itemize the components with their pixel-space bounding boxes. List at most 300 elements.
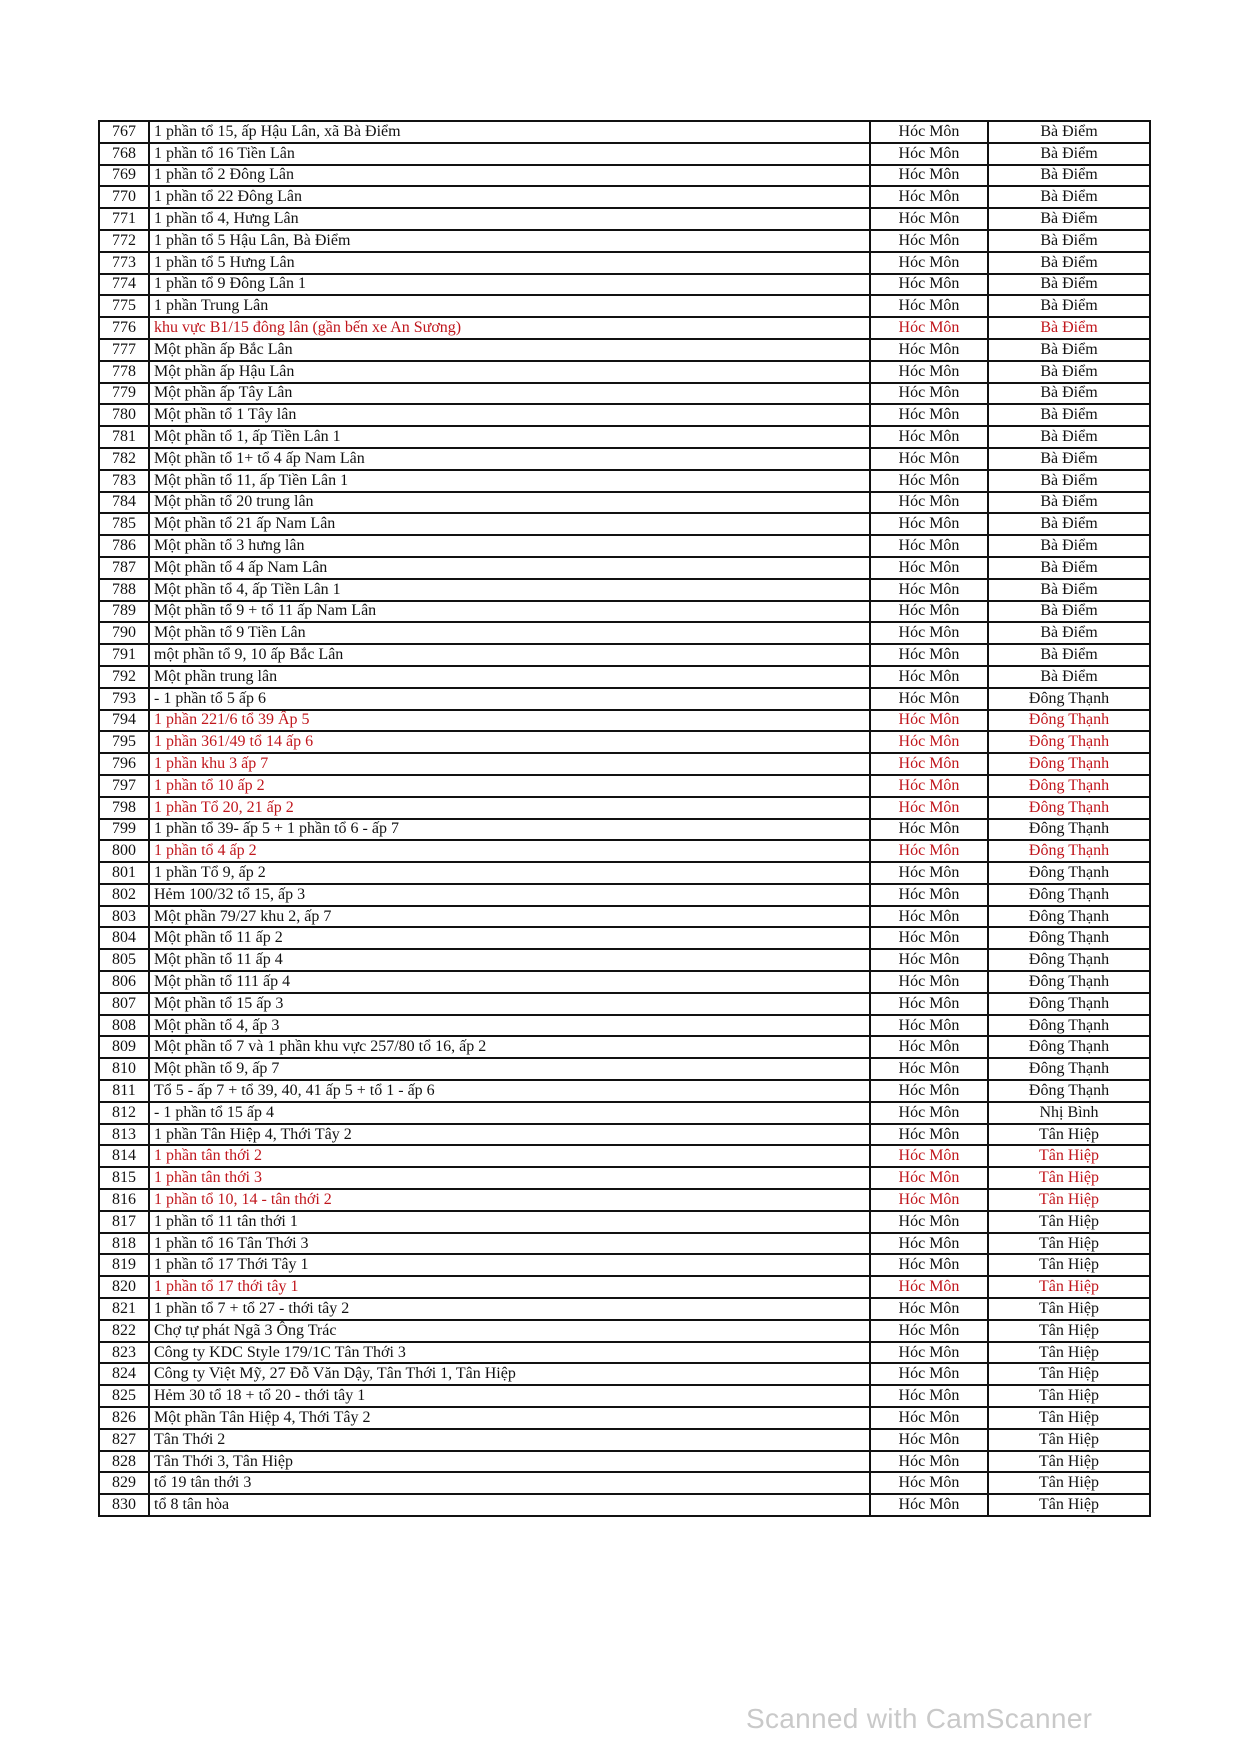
- area-description: Công ty KDC Style 179/1C Tân Thới 3: [149, 1342, 870, 1364]
- row-number: 819: [99, 1254, 149, 1276]
- ward-cell: Bà Điểm: [988, 535, 1150, 557]
- area-description: 1 phần khu 3 ấp 7: [149, 753, 870, 775]
- district-cell: Hóc Môn: [870, 1451, 988, 1473]
- ward-cell: Nhị Bình: [988, 1102, 1150, 1124]
- ward-cell: Đông Thạnh: [988, 927, 1150, 949]
- row-number: 789: [99, 601, 149, 623]
- row-number: 768: [99, 143, 149, 165]
- district-cell: Hóc Môn: [870, 688, 988, 710]
- area-description: 1 phần tổ 16 Tiền Lân: [149, 143, 870, 165]
- table-row: [99, 601, 1150, 623]
- ward-cell: Tân Hiệp: [988, 1472, 1150, 1494]
- ward-cell: Tân Hiệp: [988, 1429, 1150, 1451]
- table-row: [99, 557, 1150, 579]
- area-description: 1 phần tổ 10 ấp 2: [149, 775, 870, 797]
- district-cell: Hóc Môn: [870, 971, 988, 993]
- row-number: 822: [99, 1320, 149, 1342]
- ward-cell: Bà Điểm: [988, 295, 1150, 317]
- row-number: 770: [99, 186, 149, 208]
- row-number: 799: [99, 819, 149, 841]
- district-cell: Hóc Môn: [870, 1015, 988, 1037]
- area-description: Một phần tổ 1 Tây lân: [149, 404, 870, 426]
- district-cell: Hóc Môn: [870, 949, 988, 971]
- table-row: [99, 339, 1150, 361]
- area-description: Một phần ấp Bắc Lân: [149, 339, 870, 361]
- table-row: [99, 1015, 1150, 1037]
- ward-cell: Tân Hiệp: [988, 1342, 1150, 1364]
- district-cell: Hóc Môn: [870, 993, 988, 1015]
- table-row: [99, 1451, 1150, 1473]
- row-number: 800: [99, 840, 149, 862]
- table-row: [99, 775, 1150, 797]
- row-number: 776: [99, 317, 149, 339]
- district-cell: Hóc Môn: [870, 1167, 988, 1189]
- ward-cell: Bà Điểm: [988, 579, 1150, 601]
- district-cell: Hóc Môn: [870, 1429, 988, 1451]
- row-number: 781: [99, 426, 149, 448]
- row-number: 784: [99, 492, 149, 514]
- table-row: [99, 1254, 1150, 1276]
- table-row: [99, 470, 1150, 492]
- row-number: 805: [99, 949, 149, 971]
- row-number: 782: [99, 448, 149, 470]
- row-number: 830: [99, 1494, 149, 1516]
- ward-cell: Tân Hiệp: [988, 1494, 1150, 1516]
- ward-cell: Đông Thạnh: [988, 1058, 1150, 1080]
- area-description: Một phần tổ 1, ấp Tiền Lân 1: [149, 426, 870, 448]
- ward-cell: Bà Điểm: [988, 208, 1150, 230]
- table-row: [99, 1124, 1150, 1146]
- area-description: - 1 phần tổ 5 ấp 6: [149, 688, 870, 710]
- district-cell: Hóc Môn: [870, 1124, 988, 1146]
- row-number: 815: [99, 1167, 149, 1189]
- district-cell: Hóc Môn: [870, 862, 988, 884]
- ward-cell: Đông Thạnh: [988, 949, 1150, 971]
- ward-cell: Tân Hiệp: [988, 1233, 1150, 1255]
- table-row: [99, 927, 1150, 949]
- ward-cell: Bà Điểm: [988, 404, 1150, 426]
- ward-cell: Tân Hiệp: [988, 1124, 1150, 1146]
- row-number: 780: [99, 404, 149, 426]
- table-row: [99, 186, 1150, 208]
- district-cell: Hóc Môn: [870, 840, 988, 862]
- table-row: [99, 1080, 1150, 1102]
- row-number: 767: [99, 121, 149, 143]
- row-number: 826: [99, 1407, 149, 1429]
- table-row: [99, 448, 1150, 470]
- ward-cell: Tân Hiệp: [988, 1211, 1150, 1233]
- ward-cell: Bà Điểm: [988, 165, 1150, 187]
- row-number: 794: [99, 710, 149, 732]
- ward-cell: Bà Điểm: [988, 274, 1150, 296]
- table-row: [99, 513, 1150, 535]
- table-row: [99, 208, 1150, 230]
- table-row: [99, 710, 1150, 732]
- area-description: 1 phần 221/6 tổ 39 Ấp 5: [149, 710, 870, 732]
- area-description: Một phần tổ 11 ấp 2: [149, 927, 870, 949]
- district-cell: Hóc Môn: [870, 601, 988, 623]
- row-number: 772: [99, 230, 149, 252]
- ward-cell: Bà Điểm: [988, 513, 1150, 535]
- table-row: [99, 404, 1150, 426]
- ward-cell: Đông Thạnh: [988, 993, 1150, 1015]
- district-cell: Hóc Môn: [870, 710, 988, 732]
- area-description: 1 phần tổ 5 Hậu Lân, Bà Điểm: [149, 230, 870, 252]
- ward-cell: Bà Điểm: [988, 361, 1150, 383]
- area-description: 1 phần tổ 17 thới tây 1: [149, 1276, 870, 1298]
- district-cell: Hóc Môn: [870, 1102, 988, 1124]
- row-number: 814: [99, 1145, 149, 1167]
- district-cell: Hóc Môn: [870, 165, 988, 187]
- table-row: [99, 121, 1150, 143]
- row-number: 796: [99, 753, 149, 775]
- table-row: [99, 274, 1150, 296]
- area-description: 1 phần tổ 17 Thới Tây 1: [149, 1254, 870, 1276]
- ward-cell: Tân Hiệp: [988, 1167, 1150, 1189]
- ward-cell: Đông Thạnh: [988, 819, 1150, 841]
- table-row: [99, 1233, 1150, 1255]
- ward-cell: Bà Điểm: [988, 601, 1150, 623]
- table-row: [99, 993, 1150, 1015]
- row-number: 818: [99, 1233, 149, 1255]
- ward-cell: Tân Hiệp: [988, 1385, 1150, 1407]
- ward-cell: Tân Hiệp: [988, 1145, 1150, 1167]
- area-description: Một phần ấp Hậu Lân: [149, 361, 870, 383]
- ward-cell: Đông Thạnh: [988, 710, 1150, 732]
- ward-cell: Tân Hiệp: [988, 1298, 1150, 1320]
- area-description: 1 phần tổ 16 Tân Thới 3: [149, 1233, 870, 1255]
- table-row: [99, 906, 1150, 928]
- district-cell: Hóc Môn: [870, 819, 988, 841]
- area-description: Hẻm 100/32 tổ 15, ấp 3: [149, 884, 870, 906]
- district-cell: Hóc Môn: [870, 1472, 988, 1494]
- row-number: 797: [99, 775, 149, 797]
- row-number: 825: [99, 1385, 149, 1407]
- ward-cell: Bà Điểm: [988, 186, 1150, 208]
- row-number: 783: [99, 470, 149, 492]
- district-cell: Hóc Môn: [870, 1320, 988, 1342]
- district-cell: Hóc Môn: [870, 1036, 988, 1058]
- area-description: Một phần tổ 4, ấp 3: [149, 1015, 870, 1037]
- district-cell: Hóc Môn: [870, 492, 988, 514]
- table-row: [99, 1342, 1150, 1364]
- table-row: [99, 622, 1150, 644]
- district-cell: Hóc Môn: [870, 1385, 988, 1407]
- table-row: [99, 1472, 1150, 1494]
- table-row: [99, 579, 1150, 601]
- district-cell: Hóc Môn: [870, 361, 988, 383]
- district-cell: Hóc Môn: [870, 927, 988, 949]
- area-description: Tân Thới 3, Tân Hiệp: [149, 1451, 870, 1473]
- district-cell: Hóc Môn: [870, 1058, 988, 1080]
- table-row: [99, 1320, 1150, 1342]
- row-number: 769: [99, 165, 149, 187]
- row-number: 788: [99, 579, 149, 601]
- table-row: [99, 535, 1150, 557]
- table-row: [99, 644, 1150, 666]
- district-cell: Hóc Môn: [870, 884, 988, 906]
- row-number: 811: [99, 1080, 149, 1102]
- row-number: 809: [99, 1036, 149, 1058]
- row-number: 812: [99, 1102, 149, 1124]
- ward-cell: Đông Thạnh: [988, 840, 1150, 862]
- district-cell: Hóc Môn: [870, 383, 988, 405]
- district-cell: Hóc Môn: [870, 339, 988, 361]
- row-number: 798: [99, 797, 149, 819]
- table-row: [99, 1407, 1150, 1429]
- table-row: [99, 1385, 1150, 1407]
- area-description: Một phần tổ 11 ấp 4: [149, 949, 870, 971]
- district-cell: Hóc Môn: [870, 230, 988, 252]
- district-cell: Hóc Môn: [870, 470, 988, 492]
- row-number: 793: [99, 688, 149, 710]
- area-description: Một phần ấp Tây Lân: [149, 383, 870, 405]
- row-number: 817: [99, 1211, 149, 1233]
- district-cell: Hóc Môn: [870, 1254, 988, 1276]
- ward-cell: Bà Điểm: [988, 492, 1150, 514]
- row-number: 785: [99, 513, 149, 535]
- ward-cell: Tân Hiệp: [988, 1451, 1150, 1473]
- area-description: 1 phần tổ 5 Hưng Lân: [149, 252, 870, 274]
- table-row: [99, 317, 1150, 339]
- row-number: 801: [99, 862, 149, 884]
- area-description: 1 phần tổ 4, Hưng Lân: [149, 208, 870, 230]
- row-number: 813: [99, 1124, 149, 1146]
- row-number: 774: [99, 274, 149, 296]
- district-cell: Hóc Môn: [870, 1233, 988, 1255]
- row-number: 821: [99, 1298, 149, 1320]
- row-number: 820: [99, 1276, 149, 1298]
- area-description: Hẻm 30 tổ 18 + tổ 20 - thới tây 1: [149, 1385, 870, 1407]
- ward-cell: Tân Hiệp: [988, 1363, 1150, 1385]
- ward-cell: Bà Điểm: [988, 121, 1150, 143]
- ward-cell: Đông Thạnh: [988, 1015, 1150, 1037]
- district-cell: Hóc Môn: [870, 1298, 988, 1320]
- ward-cell: Bà Điểm: [988, 339, 1150, 361]
- area-description: 1 phần tân thới 2: [149, 1145, 870, 1167]
- district-cell: Hóc Môn: [870, 1342, 988, 1364]
- table-row: [99, 1211, 1150, 1233]
- district-cell: Hóc Môn: [870, 274, 988, 296]
- row-number: 810: [99, 1058, 149, 1080]
- district-cell: Hóc Môn: [870, 295, 988, 317]
- table-row: [99, 492, 1150, 514]
- district-cell: Hóc Môn: [870, 404, 988, 426]
- area-description: 1 phần tổ 11 tân thới 1: [149, 1211, 870, 1233]
- area-description: Một phần Tân Hiệp 4, Thới Tây 2: [149, 1407, 870, 1429]
- area-description: tổ 8 tân hòa: [149, 1494, 870, 1516]
- district-cell: Hóc Môn: [870, 1363, 988, 1385]
- district-cell: Hóc Môn: [870, 535, 988, 557]
- area-description: 1 phần tổ 10, 14 - tân thới 2: [149, 1189, 870, 1211]
- row-number: 816: [99, 1189, 149, 1211]
- row-number: 786: [99, 535, 149, 557]
- table-row: [99, 862, 1150, 884]
- ward-cell: Bà Điểm: [988, 622, 1150, 644]
- row-number: 773: [99, 252, 149, 274]
- area-description: tổ 19 tân thới 3: [149, 1472, 870, 1494]
- table-row: [99, 840, 1150, 862]
- area-description: Một phần tổ 7 và 1 phần khu vực 257/80 tổ 16, ấp 2: [149, 1036, 870, 1058]
- district-cell: Hóc Môn: [870, 143, 988, 165]
- table-row: [99, 1102, 1150, 1124]
- district-cell: Hóc Môn: [870, 1189, 988, 1211]
- area-description: Một phần tổ 9, ấp 7: [149, 1058, 870, 1080]
- district-cell: Hóc Môn: [870, 186, 988, 208]
- area-description: Một phần tổ 21 ấp Nam Lân: [149, 513, 870, 535]
- ward-cell: Đông Thạnh: [988, 971, 1150, 993]
- table-row: [99, 797, 1150, 819]
- table-row: [99, 1363, 1150, 1385]
- area-description: 1 phần tổ 9 Đông Lân 1: [149, 274, 870, 296]
- area-description: 1 phần tổ 2 Đông Lân: [149, 165, 870, 187]
- row-number: 807: [99, 993, 149, 1015]
- district-cell: Hóc Môn: [870, 1276, 988, 1298]
- table-row: [99, 688, 1150, 710]
- row-number: 804: [99, 927, 149, 949]
- area-description: 1 phần Tổ 9, ấp 2: [149, 862, 870, 884]
- table-row: [99, 361, 1150, 383]
- table-row: [99, 971, 1150, 993]
- ward-cell: Tân Hiệp: [988, 1189, 1150, 1211]
- ward-cell: Đông Thạnh: [988, 731, 1150, 753]
- ward-cell: Đông Thạnh: [988, 797, 1150, 819]
- area-description: Một phần tổ 111 ấp 4: [149, 971, 870, 993]
- area-description: 1 phần Tổ 20, 21 ấp 2: [149, 797, 870, 819]
- district-cell: Hóc Môn: [870, 622, 988, 644]
- district-cell: Hóc Môn: [870, 448, 988, 470]
- ward-cell: Đông Thạnh: [988, 1036, 1150, 1058]
- district-cell: Hóc Môn: [870, 731, 988, 753]
- table-row: [99, 426, 1150, 448]
- area-description: 1 phần tổ 22 Đông Lân: [149, 186, 870, 208]
- table-row: [99, 1429, 1150, 1451]
- table-row: [99, 753, 1150, 775]
- ward-cell: Bà Điểm: [988, 470, 1150, 492]
- district-cell: Hóc Môn: [870, 906, 988, 928]
- row-number: 775: [99, 295, 149, 317]
- district-cell: Hóc Môn: [870, 557, 988, 579]
- area-description: 1 phần tổ 15, ấp Hậu Lân, xã Bà Điểm: [149, 121, 870, 143]
- district-cell: Hóc Môn: [870, 252, 988, 274]
- table-row: [99, 1167, 1150, 1189]
- district-cell: Hóc Môn: [870, 208, 988, 230]
- area-description: Một phần trung lân: [149, 666, 870, 688]
- district-cell: Hóc Môn: [870, 121, 988, 143]
- district-cell: Hóc Môn: [870, 753, 988, 775]
- table-row: [99, 819, 1150, 841]
- row-number: 806: [99, 971, 149, 993]
- row-number: 771: [99, 208, 149, 230]
- area-description: Một phần tổ 4 ấp Nam Lân: [149, 557, 870, 579]
- ward-cell: Đông Thạnh: [988, 688, 1150, 710]
- ward-cell: Bà Điểm: [988, 317, 1150, 339]
- area-description: Một phần tổ 1+ tổ 4 ấp Nam Lân: [149, 448, 870, 470]
- table-row: [99, 666, 1150, 688]
- ward-cell: Bà Điểm: [988, 448, 1150, 470]
- area-description: một phần tổ 9, 10 ấp Bắc Lân: [149, 644, 870, 666]
- area-description: - 1 phần tổ 15 ấp 4: [149, 1102, 870, 1124]
- row-number: 791: [99, 644, 149, 666]
- row-number: 777: [99, 339, 149, 361]
- lockdown-area-table: [98, 120, 1151, 1517]
- area-description: 1 phần Tân Hiệp 4, Thới Tây 2: [149, 1124, 870, 1146]
- table-row: [99, 165, 1150, 187]
- row-number: 792: [99, 666, 149, 688]
- table-row: [99, 1036, 1150, 1058]
- row-number: 808: [99, 1015, 149, 1037]
- row-number: 824: [99, 1363, 149, 1385]
- area-description: 1 phần 361/49 tổ 14 ấp 6: [149, 731, 870, 753]
- area-description: Một phần 79/27 khu 2, ấp 7: [149, 906, 870, 928]
- ward-cell: Bà Điểm: [988, 252, 1150, 274]
- row-number: 827: [99, 1429, 149, 1451]
- row-number: 823: [99, 1342, 149, 1364]
- row-number: 790: [99, 622, 149, 644]
- ward-cell: Tân Hiệp: [988, 1276, 1150, 1298]
- area-description: Một phần tổ 11, ấp Tiền Lân 1: [149, 470, 870, 492]
- camscanner-watermark: Scanned with CamScanner: [746, 1703, 1093, 1734]
- district-cell: Hóc Môn: [870, 579, 988, 601]
- table-row: [99, 252, 1150, 274]
- area-description: Một phần tổ 9 + tổ 11 ấp Nam Lân: [149, 601, 870, 623]
- row-number: 779: [99, 383, 149, 405]
- table-row: [99, 884, 1150, 906]
- area-description: Một phần tổ 9 Tiền Lân: [149, 622, 870, 644]
- ward-cell: Tân Hiệp: [988, 1407, 1150, 1429]
- ward-cell: Tân Hiệp: [988, 1320, 1150, 1342]
- row-number: 787: [99, 557, 149, 579]
- table-row: [99, 1298, 1150, 1320]
- ward-cell: Bà Điểm: [988, 666, 1150, 688]
- district-cell: Hóc Môn: [870, 1080, 988, 1102]
- area-description: 1 phần tổ 4 ấp 2: [149, 840, 870, 862]
- row-number: 778: [99, 361, 149, 383]
- ward-cell: Đông Thạnh: [988, 1080, 1150, 1102]
- district-cell: Hóc Môn: [870, 775, 988, 797]
- ward-cell: Tân Hiệp: [988, 1254, 1150, 1276]
- row-number: 829: [99, 1472, 149, 1494]
- area-description: Chợ tự phát Ngã 3 Ông Trác: [149, 1320, 870, 1342]
- area-description: Tổ 5 - ấp 7 + tổ 39, 40, 41 ấp 5 + tổ 1 - ấp 6: [149, 1080, 870, 1102]
- area-description: Tân Thới 2: [149, 1429, 870, 1451]
- ward-cell: Bà Điểm: [988, 644, 1150, 666]
- table-row: [99, 1494, 1150, 1516]
- area-description: Một phần tổ 15 ấp 3: [149, 993, 870, 1015]
- district-cell: Hóc Môn: [870, 644, 988, 666]
- table-row: [99, 731, 1150, 753]
- table-row: [99, 143, 1150, 165]
- ward-cell: Đông Thạnh: [988, 753, 1150, 775]
- row-number: 802: [99, 884, 149, 906]
- row-number: 828: [99, 1451, 149, 1473]
- district-cell: Hóc Môn: [870, 426, 988, 448]
- table-row: [99, 230, 1150, 252]
- row-number: 803: [99, 906, 149, 928]
- district-cell: Hóc Môn: [870, 317, 988, 339]
- district-cell: Hóc Môn: [870, 797, 988, 819]
- table-row: [99, 295, 1150, 317]
- ward-cell: Bà Điểm: [988, 230, 1150, 252]
- area-description: Công ty Việt Mỹ, 27 Đỗ Văn Dậy, Tân Thới 1, Tân Hiệp: [149, 1363, 870, 1385]
- table-row: [99, 383, 1150, 405]
- area-description: 1 phần Trung Lân: [149, 295, 870, 317]
- area-description: khu vực B1/15 đông lân (gần bến xe An Sương): [149, 317, 870, 339]
- table-body: [99, 121, 1150, 1516]
- ward-cell: Bà Điểm: [988, 143, 1150, 165]
- table-row: [99, 1189, 1150, 1211]
- area-description: 1 phần tổ 7 + tổ 27 - thới tây 2: [149, 1298, 870, 1320]
